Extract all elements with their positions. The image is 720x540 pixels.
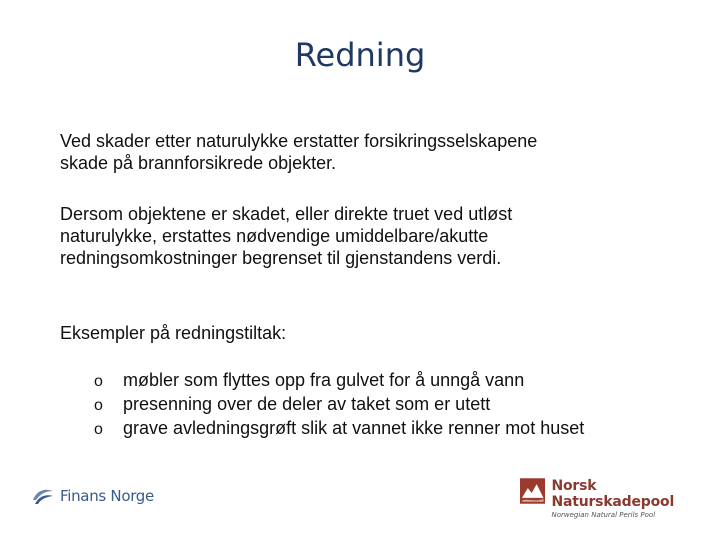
- paragraph-line: skade på brannforsikrede objekter.: [60, 153, 337, 173]
- finans-norge-logo-text: Finans Norge: [60, 487, 154, 505]
- naturskadepool-logo-name: Norsk Naturskadepool: [551, 478, 675, 510]
- list-item: [94, 393, 584, 417]
- slide-title: Redning: [294, 36, 426, 74]
- bullet-marker: o: [94, 397, 103, 414]
- list-item-text: møbler som flyttes opp fra gulvet for å unngå vann: [123, 370, 525, 390]
- paragraph-line: Ved skader etter naturulykke erstatter forsikringsselskapene: [60, 131, 538, 151]
- paragraph-2: [60, 203, 700, 269]
- naturskadepool-logo-icon: [520, 478, 545, 504]
- paragraph-line: redningsomkostninger begrenset til gjenstandens verdi.: [60, 248, 502, 268]
- bullet-marker: o: [94, 421, 103, 438]
- paragraph-1: [60, 130, 700, 174]
- finans-norge-logo: [32, 486, 154, 506]
- naturskadepool-logo-subtitle: Norwegian Natural Perils Pool: [551, 511, 656, 519]
- list-item: [94, 369, 584, 393]
- list-item-text: grave avledningsgrøft slik at vannet ikke renner mot huset: [123, 418, 585, 438]
- example-list: [94, 369, 584, 441]
- naturskadepool-logo: [520, 478, 720, 519]
- list-item: [94, 417, 584, 441]
- paragraph-line: Eksempler på redningstiltak:: [60, 323, 287, 343]
- paragraph-3: [60, 322, 700, 344]
- paragraph-line: Dersom objektene er skadet, eller direkte truet ved utløst: [60, 204, 513, 224]
- list-item-text: presenning over de deler av taket som er utett: [123, 394, 491, 414]
- bullet-marker: o: [94, 373, 103, 390]
- paragraph-line: naturulykke, erstattes nødvendige umiddelbare/akutte: [60, 226, 489, 246]
- finans-norge-logo-icon: [32, 486, 54, 506]
